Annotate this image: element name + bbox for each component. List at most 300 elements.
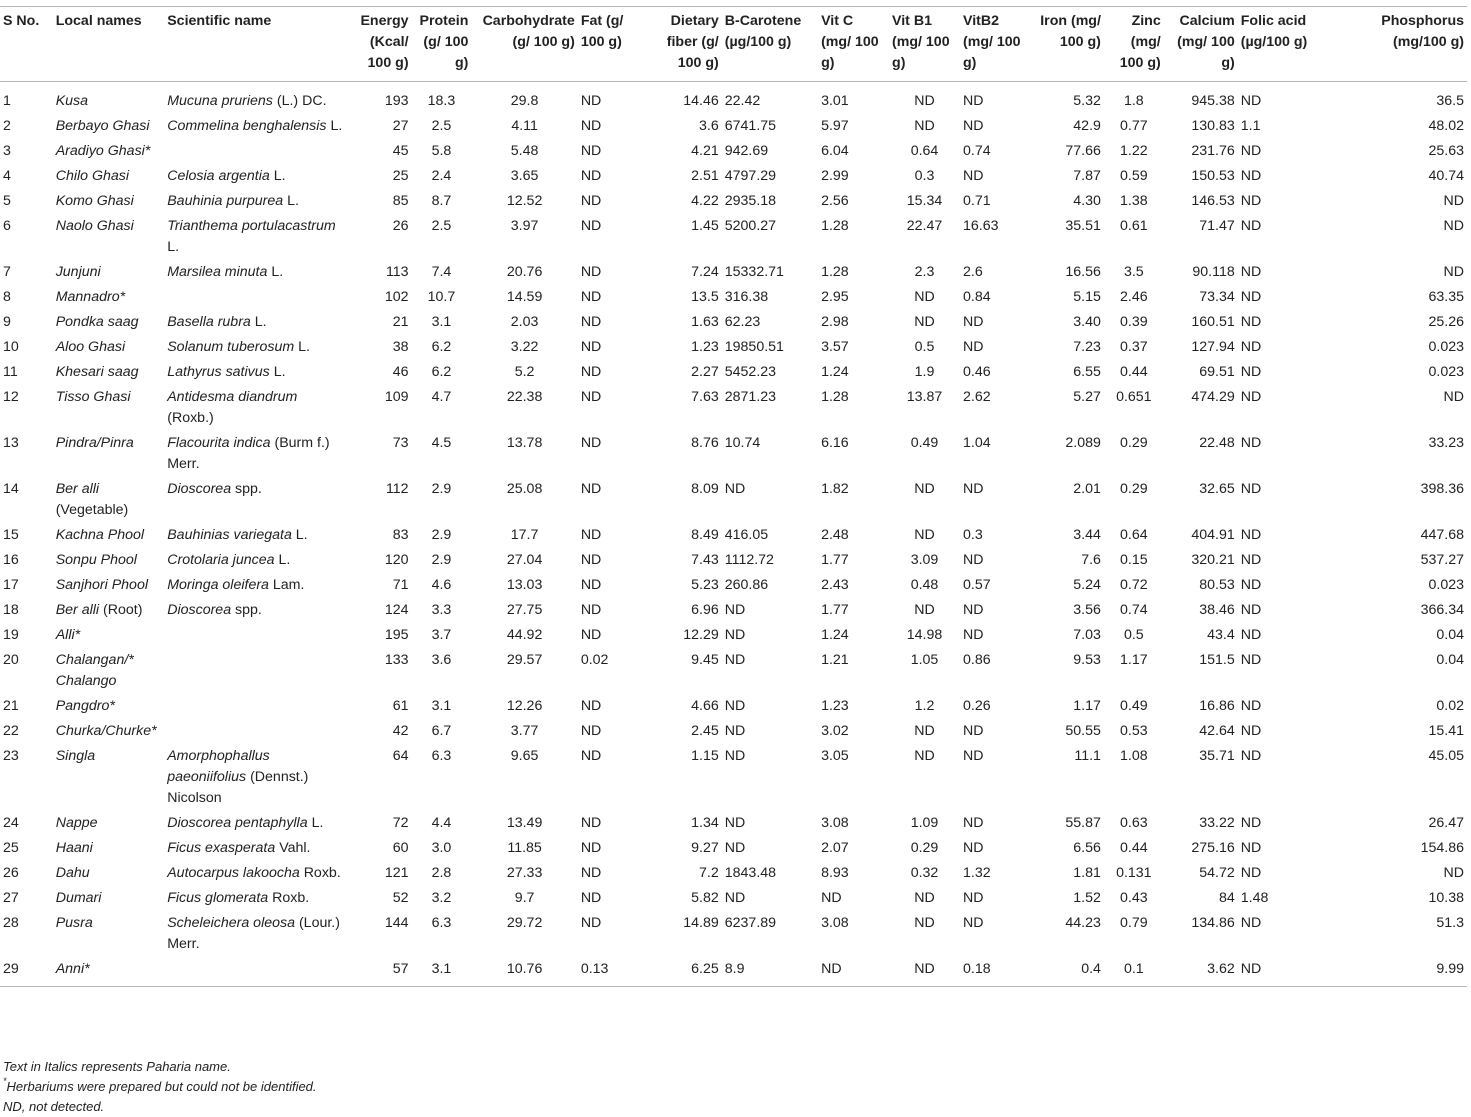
cell-value: ND <box>914 748 935 764</box>
cell-value: 6.56 <box>1073 840 1101 856</box>
cell-value: 0.29 <box>910 840 939 856</box>
cell-value: 5200.27 <box>724 218 777 234</box>
cell-value: ND <box>962 93 984 109</box>
cell-value: 26 <box>392 218 409 234</box>
cell-value: ND <box>914 481 935 497</box>
cell-value: 45.05 <box>1428 748 1464 764</box>
cell-value: 8.49 <box>691 527 719 543</box>
cell-sno: 1 <box>3 93 11 109</box>
local-name-text: Anni* <box>55 961 90 977</box>
cell-value: ND <box>580 93 602 109</box>
cell-value: 64 <box>392 748 409 764</box>
cell-value: 44.23 <box>1065 915 1101 931</box>
cell-value: 8.9 <box>724 961 745 977</box>
cell-value: 8.7 <box>431 193 452 209</box>
cell-value: 2871.23 <box>724 389 777 405</box>
cell-value: 50.55 <box>1065 723 1101 739</box>
cell-value: ND <box>914 527 935 543</box>
column-header: Vit C (mg/ 100 g) <box>821 13 879 71</box>
cell-value: 2.48 <box>821 527 849 543</box>
cell-value: 109 <box>384 389 409 405</box>
cell-value: ND <box>962 118 984 134</box>
cell-value: 3.2 <box>431 890 452 906</box>
cell-value: 0.18 <box>962 961 991 977</box>
cell-value: 1112.72 <box>724 552 774 568</box>
cell-value: 1.21 <box>821 652 849 668</box>
cell-value: 9.7 <box>514 890 535 906</box>
cell-value: 1.28 <box>821 264 849 280</box>
cell-value: 13.49 <box>506 815 543 831</box>
cell-local-name <box>53 721 165 746</box>
cell-value: 22.38 <box>506 389 543 405</box>
scientific-authority: L. <box>254 314 267 330</box>
cell-local-name <box>53 337 165 362</box>
cell-local-name <box>53 525 165 550</box>
local-name-text: Sanjhori Phool <box>55 577 148 593</box>
cell-value: 4.66 <box>691 698 719 714</box>
cell-value: ND <box>724 815 746 831</box>
scientific-name-text: Mucuna pruriens <box>167 93 273 109</box>
cell-value: 3.6 <box>699 118 719 134</box>
cell-value: 6.2 <box>431 364 452 380</box>
scientific-name-text: Ficus glomerata <box>167 890 269 906</box>
cell-value: 0.77 <box>1120 118 1148 134</box>
cell-value: 62.23 <box>724 314 761 330</box>
cell-value: 72 <box>392 815 409 831</box>
cell-value: 113 <box>385 264 409 280</box>
cell-value: 0.43 <box>1120 890 1148 906</box>
cell-value: 3.40 <box>1073 314 1101 330</box>
cell-value: 5.97 <box>821 118 849 134</box>
cell-value: 2.43 <box>821 577 849 593</box>
local-name-text: Kusa <box>55 93 89 109</box>
cell-value: 38 <box>392 339 409 355</box>
cell-sno: 27 <box>3 890 19 906</box>
local-name-text: Nappe <box>55 815 98 831</box>
cell-value: 154.86 <box>1420 840 1464 856</box>
cell-scientific-name <box>164 116 350 141</box>
cell-value: 2.98 <box>821 314 849 330</box>
cell-value: 0.4 <box>1081 961 1101 977</box>
cell-value: ND <box>1240 93 1262 109</box>
cell-value: 27.33 <box>506 865 543 881</box>
cell-value: 12.29 <box>683 627 719 643</box>
cell-value: 10.7 <box>427 289 456 305</box>
cell-value: ND <box>1240 748 1262 764</box>
table-row <box>0 600 1467 625</box>
local-name-text: Churka/Churke* <box>55 723 157 739</box>
cell-local-name <box>53 141 165 166</box>
cell-value: ND <box>1240 527 1262 543</box>
cell-value: 33.23 <box>1428 435 1464 451</box>
cell-local-name <box>53 191 165 216</box>
cell-value: 7.03 <box>1073 627 1101 643</box>
column-header: S No. <box>3 13 40 29</box>
local-name-text: Pusra <box>55 915 93 931</box>
cell-value: 0.023 <box>1428 364 1464 380</box>
scientific-authority: L. <box>278 552 291 568</box>
cell-scientific-name <box>164 479 350 525</box>
table-row <box>0 287 1467 312</box>
cell-value: ND <box>580 264 602 280</box>
cell-value: ND <box>914 289 935 305</box>
cell-scientific-name <box>164 166 350 191</box>
cell-value: ND <box>962 890 984 906</box>
cell-value: 2.9 <box>431 481 452 497</box>
cell-value: 11.1 <box>1074 748 1101 764</box>
local-name-text: Khesari saag <box>55 364 139 380</box>
cell-scientific-name <box>164 82 350 117</box>
cell-value: 15.34 <box>906 193 943 209</box>
cell-value: 3.22 <box>510 339 539 355</box>
cell-value: 0.64 <box>1120 527 1148 543</box>
cell-local-name <box>53 82 165 117</box>
cell-local-name <box>53 746 165 813</box>
cell-value: 19850.51 <box>724 339 784 355</box>
scientific-authority: Lam. <box>272 577 305 593</box>
cell-value: 150.53 <box>1191 168 1235 184</box>
scientific-authority: Roxb. <box>272 890 310 906</box>
cell-value: ND <box>580 314 602 330</box>
cell-value: 124 <box>384 602 409 618</box>
cell-value: 7.63 <box>691 389 719 405</box>
nutrient-table <box>0 6 1467 987</box>
table-row <box>0 82 1467 117</box>
cell-scientific-name <box>164 191 350 216</box>
cell-value: 1.63 <box>691 314 719 330</box>
scientific-authority: spp. <box>235 481 262 497</box>
cell-value: 17.7 <box>510 527 539 543</box>
cell-value: 0.04 <box>1436 627 1464 643</box>
cell-value: 1.48 <box>1240 890 1269 906</box>
cell-local-name <box>53 433 165 479</box>
footnote-nd: ND, not detected. <box>3 1099 105 1114</box>
cell-value: 1.32 <box>962 865 991 881</box>
column-header: VitB2 (mg/ 100 g) <box>962 13 1021 71</box>
cell-value: 5.32 <box>1073 93 1101 109</box>
cell-value: 1.04 <box>962 435 991 451</box>
cell-value: 316.38 <box>724 289 769 305</box>
cell-value: 0.15 <box>1120 552 1148 568</box>
cell-sno: 24 <box>3 815 19 831</box>
cell-value: ND <box>1240 961 1262 977</box>
cell-value: 6.04 <box>821 143 849 159</box>
cell-sno: 22 <box>3 723 19 739</box>
table-row <box>0 625 1467 650</box>
scientific-name-text: Trianthema portulacastrum <box>167 218 336 234</box>
cell-value: 4.11 <box>511 118 538 134</box>
cell-sno: 2 <box>3 118 11 134</box>
cell-value: 73.34 <box>1199 289 1235 305</box>
cell-scientific-name <box>164 550 350 575</box>
cell-scientific-name <box>164 216 350 262</box>
cell-local-name <box>53 575 165 600</box>
cell-value: 4.21 <box>691 143 719 159</box>
cell-value: ND <box>1240 840 1262 856</box>
local-name-text: Naolo Ghasi <box>55 218 134 234</box>
table-row <box>0 550 1467 575</box>
column-header: Carbohydrate (g/ 100 g) <box>482 13 575 50</box>
cell-value: 38.46 <box>1199 602 1235 618</box>
column-header: Vit B1 (mg/ 100 g) <box>892 13 950 71</box>
cell-value: ND <box>580 339 602 355</box>
cell-value: 0.44 <box>1120 840 1148 856</box>
cell-value: ND <box>580 552 602 568</box>
cell-value: ND <box>1240 168 1262 184</box>
table-header-row <box>0 7 1467 82</box>
cell-local-name <box>53 863 165 888</box>
scientific-authority: L. <box>167 239 180 255</box>
cell-value: 0.5 <box>914 339 935 355</box>
cell-value: 15332.71 <box>724 264 784 280</box>
cell-value: 1.8 <box>1123 93 1144 109</box>
cell-sno: 19 <box>3 627 19 643</box>
column-header: Dietary fiber (g/ 100 g) <box>666 13 719 71</box>
cell-value: ND <box>580 218 602 234</box>
table-body <box>0 82 1467 987</box>
local-name-text: Kachna Phool <box>55 527 145 543</box>
cell-value: 0.5 <box>1123 627 1144 643</box>
cell-value: 0.49 <box>1120 698 1148 714</box>
cell-value: 416.05 <box>724 527 769 543</box>
scientific-name-text: Solanum tuberosum <box>167 339 295 355</box>
table-row <box>0 721 1467 746</box>
cell-value: 0.023 <box>1428 339 1464 355</box>
cell-local-name <box>53 312 165 337</box>
local-name-text: Tisso Ghasi <box>55 389 131 405</box>
cell-value: ND <box>962 748 984 764</box>
local-name-text: Ber alli <box>55 481 100 497</box>
cell-value: 0.02 <box>1436 698 1464 714</box>
cell-value: 0.46 <box>962 364 991 380</box>
cell-value: 1.2 <box>914 698 935 714</box>
cell-value: 0.71 <box>962 193 991 209</box>
cell-value: ND <box>580 143 602 159</box>
cell-value: ND <box>1240 435 1262 451</box>
local-name-text: Pindra/Pinra <box>55 435 134 451</box>
cell-value: 2.46 <box>1120 289 1148 305</box>
cell-value: ND <box>580 840 602 856</box>
cell-value: 9.27 <box>691 840 719 856</box>
cell-value: 398.36 <box>1420 481 1464 497</box>
cell-value: 1.24 <box>821 627 849 643</box>
cell-value: 9.53 <box>1073 652 1101 668</box>
local-name-text: Dumari <box>55 890 102 906</box>
cell-value: 3.57 <box>821 339 849 355</box>
cell-value: 22.47 <box>906 218 943 234</box>
cell-value: 1.17 <box>1073 698 1101 714</box>
cell-scientific-name <box>164 262 350 287</box>
cell-value: 51.3 <box>1436 915 1464 931</box>
cell-scientific-name <box>164 838 350 863</box>
cell-value: 3.3 <box>431 602 452 618</box>
footnote-herbarium-text: Herbariums were prepared but could not be identified. <box>6 1079 317 1094</box>
table-row <box>0 337 1467 362</box>
cell-value: 7.24 <box>691 264 719 280</box>
table-row <box>0 575 1467 600</box>
cell-value: 6.55 <box>1073 364 1101 380</box>
cell-local-name <box>53 838 165 863</box>
cell-value: 5452.23 <box>724 364 777 380</box>
cell-value: ND <box>580 865 602 881</box>
scientific-name-text: Lathyrus sativus <box>167 364 270 380</box>
cell-value: 54.72 <box>1199 865 1235 881</box>
cell-value: 146.53 <box>1191 193 1235 209</box>
scientific-authority: L. <box>273 168 286 184</box>
table-row <box>0 959 1467 987</box>
cell-value: 133 <box>384 652 409 668</box>
cell-value: ND <box>1240 339 1262 355</box>
cell-value: 0.59 <box>1120 168 1148 184</box>
cell-value: 26.47 <box>1428 815 1464 831</box>
scientific-authority: Vahl. <box>279 840 311 856</box>
cell-value: 0.3 <box>962 527 983 543</box>
scientific-name-text: Commelina benghalensis <box>167 118 327 134</box>
cell-value: 27 <box>392 118 409 134</box>
cell-value: 22.42 <box>724 93 761 109</box>
cell-value: 44.92 <box>506 627 543 643</box>
cell-value: 60 <box>392 840 409 856</box>
table-row <box>0 838 1467 863</box>
cell-value: ND <box>724 723 746 739</box>
cell-value: 127.94 <box>1191 339 1235 355</box>
cell-value: 1.9 <box>914 364 935 380</box>
scientific-name-text: Celosia argentia <box>167 168 270 184</box>
cell-value: ND <box>724 481 746 497</box>
cell-value: 33.22 <box>1199 815 1235 831</box>
cell-value: 36.5 <box>1436 93 1464 109</box>
cell-sno: 4 <box>3 168 11 184</box>
local-name-text: Mannadro* <box>55 289 126 305</box>
table-row <box>0 863 1467 888</box>
cell-sno: 23 <box>3 748 19 764</box>
cell-value: ND <box>580 435 602 451</box>
cell-value: ND <box>724 652 746 668</box>
cell-value: 12.52 <box>506 193 543 209</box>
cell-value: 7.87 <box>1073 168 1101 184</box>
footnote-herbarium <box>3 1077 317 1097</box>
table-row <box>0 312 1467 337</box>
cell-value: 3.44 <box>1073 527 1101 543</box>
cell-value: 3.0 <box>431 840 452 856</box>
cell-value: 3.62 <box>1207 961 1235 977</box>
cell-value: ND <box>1240 314 1262 330</box>
local-name-text: Aloo Ghasi <box>55 339 126 355</box>
cell-value: 0.13 <box>580 961 609 977</box>
cell-value: ND <box>580 627 602 643</box>
cell-value: 7.43 <box>691 552 719 568</box>
cell-value: ND <box>580 890 602 906</box>
cell-value: 25.63 <box>1428 143 1464 159</box>
cell-value: ND <box>1443 193 1464 209</box>
scientific-authority: (L.) DC. <box>276 93 327 109</box>
cell-value: ND <box>914 602 935 618</box>
cell-value: 1.23 <box>691 339 719 355</box>
cell-value: 2.45 <box>691 723 719 739</box>
scientific-authority: (Dennst.) Nicolson <box>167 769 309 806</box>
table-row <box>0 813 1467 838</box>
cell-value: ND <box>914 118 935 134</box>
cell-value: 6741.75 <box>724 118 777 134</box>
cell-value: 0.1 <box>1123 961 1144 977</box>
cell-value: 0.39 <box>1120 314 1148 330</box>
cell-value: 1.22 <box>1120 143 1148 159</box>
cell-value: ND <box>580 168 602 184</box>
cell-value: 320.21 <box>1191 552 1235 568</box>
cell-value: 5.8 <box>431 143 452 159</box>
cell-value: 4797.29 <box>724 168 777 184</box>
table-row <box>0 191 1467 216</box>
cell-value: 2.62 <box>962 389 991 405</box>
cell-scientific-name <box>164 362 350 387</box>
cell-local-name <box>53 650 165 696</box>
cell-value: ND <box>1240 389 1262 405</box>
cell-value: ND <box>580 577 602 593</box>
cell-value: 14.89 <box>683 915 719 931</box>
column-header: Energy (Kcal/ 100 g) <box>360 13 409 71</box>
cell-value: 4.30 <box>1073 193 1101 209</box>
cell-value: ND <box>1240 193 1262 209</box>
cell-value: 8.76 <box>691 435 719 451</box>
cell-value: 63.35 <box>1428 289 1464 305</box>
cell-value: 71.47 <box>1199 218 1235 234</box>
cell-value: 0.74 <box>962 143 991 159</box>
cell-value: 3.56 <box>1073 602 1101 618</box>
scientific-name-text: Moringa oleifera <box>167 577 269 593</box>
cell-local-name <box>53 625 165 650</box>
column-header: Zinc (mg/ 100 g) <box>1119 13 1161 71</box>
cell-value: 6.16 <box>821 435 849 451</box>
cell-value: 2.95 <box>821 289 849 305</box>
column-header: Folic acid (µg/100 g) <box>1240 13 1308 50</box>
scientific-name-text: Marsilea minuta <box>167 264 268 280</box>
cell-value: 0.86 <box>962 652 991 668</box>
footnote-star-mark: * <box>3 1076 7 1086</box>
cell-value: 7.23 <box>1073 339 1101 355</box>
cell-value: 6.96 <box>691 602 719 618</box>
cell-value: 2.99 <box>821 168 849 184</box>
cell-value: ND <box>580 527 602 543</box>
cell-value: ND <box>1240 915 1262 931</box>
cell-sno: 16 <box>3 552 19 568</box>
cell-sno: 20 <box>3 652 19 668</box>
cell-value: 3.97 <box>510 218 539 234</box>
cell-local-name <box>53 913 165 959</box>
cell-value: 3.09 <box>910 552 939 568</box>
scientific-authority: Roxb. <box>303 865 341 881</box>
cell-value: 2.9 <box>431 552 452 568</box>
table-row <box>0 525 1467 550</box>
cell-value: 14.59 <box>506 289 543 305</box>
cell-value: 25.26 <box>1428 314 1464 330</box>
cell-value: 8.09 <box>691 481 719 497</box>
local-name-text: Chalangan/* Chalango <box>55 652 134 689</box>
cell-value: 4.6 <box>431 577 452 593</box>
local-name-text: Ber alli <box>55 602 100 618</box>
scientific-authority: (Burm f.) Merr. <box>167 435 330 472</box>
cell-value: 29.57 <box>506 652 543 668</box>
cell-value: 85 <box>392 193 409 209</box>
cell-value: 1.05 <box>910 652 939 668</box>
cell-value: 537.27 <box>1420 552 1464 568</box>
cell-scientific-name <box>164 575 350 600</box>
cell-value: ND <box>1240 289 1262 305</box>
cell-local-name <box>53 888 165 913</box>
cell-value: 2.5 <box>431 118 452 134</box>
cell-value: 13.5 <box>691 289 719 305</box>
scientific-name-text: Amorphophallus paeoniifolius <box>167 748 270 785</box>
cell-value: ND <box>1443 865 1464 881</box>
